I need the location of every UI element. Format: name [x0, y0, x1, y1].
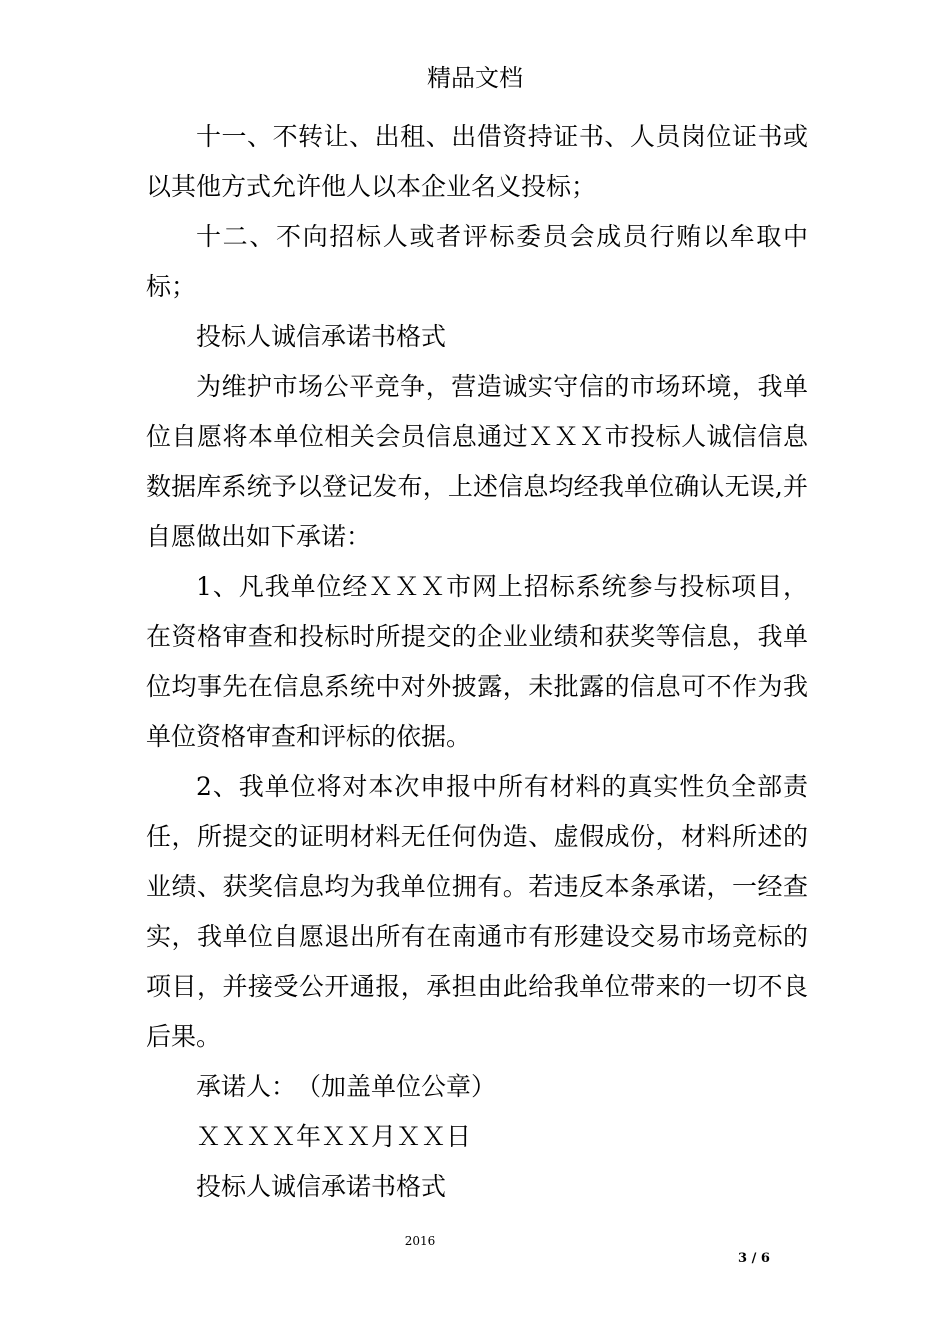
- footer-year: 2016: [404, 1234, 436, 1248]
- document-body: [146, 112, 808, 1212]
- document-header-title: 精品文档: [427, 64, 523, 92]
- section-heading-repeat: 投标人诚信承诺书格式: [196, 1172, 447, 1201]
- signatory-line: 承诺人： （加盖单位公章）: [196, 1072, 497, 1101]
- section-heading: 投标人诚信承诺书格式: [196, 322, 447, 351]
- page-number: 3 / 6: [738, 1251, 770, 1266]
- commitment-1-paragraph: 1、凡我单位经ＸＸＸ市网上招标系统参与投标项目，在资格审查和投标时所提交的企业业绩和获奖等信息，我单位均事先在信息系统中对外披露，未批露的信息可不作为我单位资格审查和评标的依据。: [146, 572, 808, 751]
- intro-paragraph: 为维护市场公平竞争，营造诚实守信的市场环境，我单位自愿将本单位相关会员信息通过ＸＸＸ市投标人诚信信息数据库系统予以登记发布，上述信息均经我单位确认无误,并自愿做出如下承诺：: [146, 372, 808, 551]
- clause-11-paragraph: 十一、不转让、出租、出借资持证书、人员岗位证书或以其他方式允许他人以本企业名义投标；: [146, 122, 808, 201]
- clause-12-paragraph: 十二、不向招标人或者评标委员会成员行贿以牟取中标；: [146, 222, 808, 301]
- date-line: ＸＸＸＸ年ＸＸ月ＸＸ日: [196, 1122, 472, 1151]
- commitment-2-paragraph: 2、我单位将对本次申报中所有材料的真实性负全部责任，所提交的证明材料无任何伪造、虚假成份，材料所述的业绩、获奖信息均为我单位拥有。若违反本条承诺，一经查实，我单位自愿退出所有在南通市有形建设交易市场竞标的项目，并接受公开通报，承担由此给我单位带来的一切不良后果。: [146, 772, 808, 1051]
